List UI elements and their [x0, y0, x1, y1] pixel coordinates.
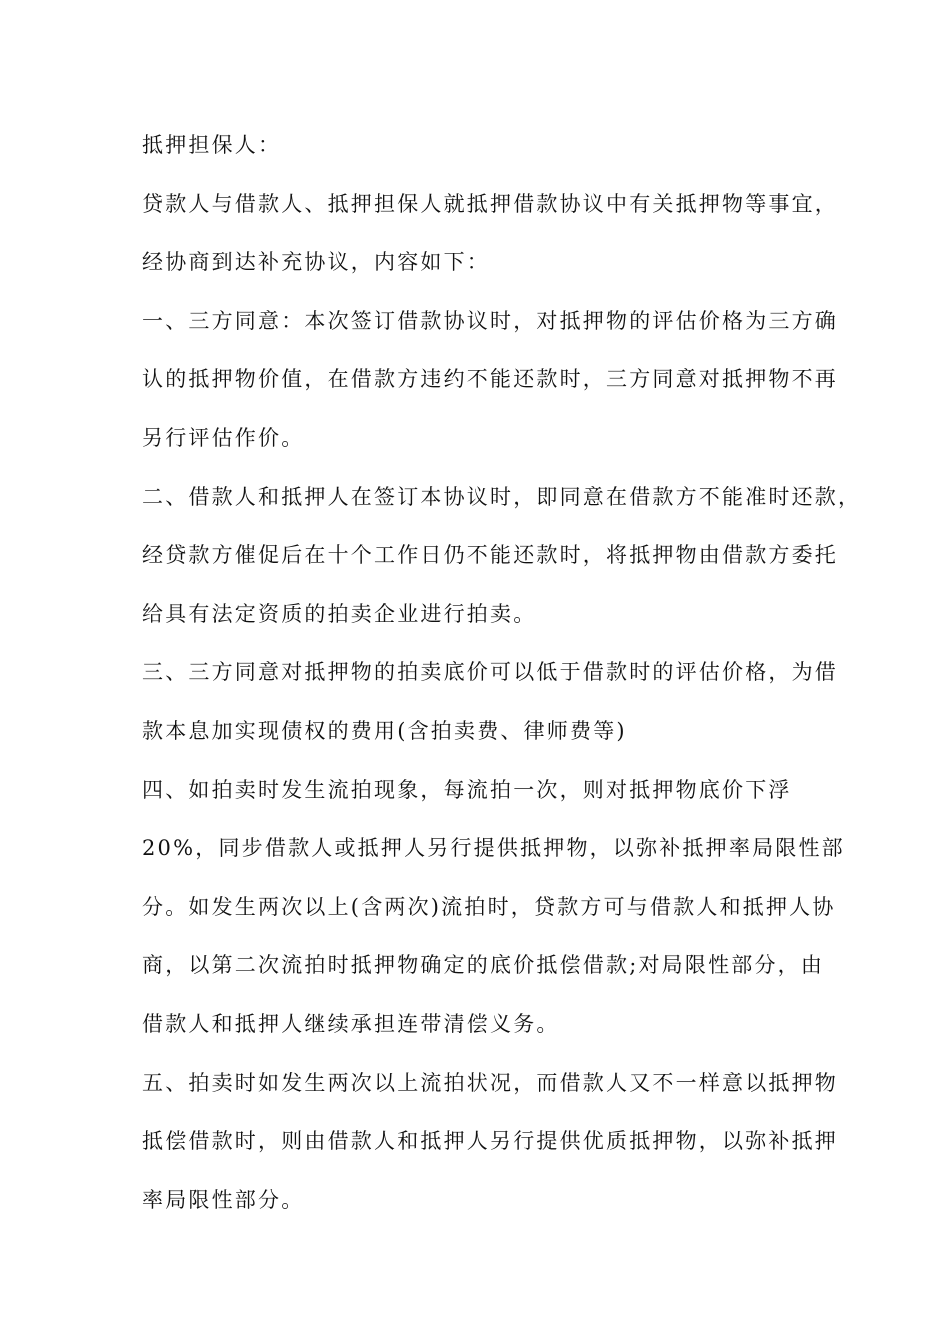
clause-2-line-2: 经贷款方催促后在十个工作日仍不能还款时，将抵押物由借款方委托 — [142, 543, 838, 568]
intro-line-2: 经协商到达补充协议，内容如下： — [142, 250, 490, 275]
clause-2-line-1: 二、借款人和抵押人在签订本协议时，即同意在借款方不能准时还款， — [142, 484, 862, 509]
clause-4-line-2: 20%，同步借款人或抵押人另行提供抵押物，以弥补抵押率局限性部 — [142, 836, 845, 861]
document-body — [142, 116, 862, 1229]
clause-4-line-4: 商，以第二次流拍时抵押物确定的底价抵偿借款;对局限性部分，由 — [142, 953, 825, 978]
clause-4-line-1: 四、如拍卖时发生流拍现象，每流拍一次，则对抵押物底价下浮 — [142, 777, 792, 802]
clause-4-line-3: 分。如发生两次以上(含两次)流拍时，贷款方可与借款人和抵押人协 — [142, 894, 836, 919]
clause-5-line-1: 五、拍卖时如发生两次以上流拍状况，而借款人又不一样意以抵押物 — [142, 1070, 838, 1095]
intro-line-1: 贷款人与借款人、抵押担保人就抵押借款协议中有关抵押物等事宜， — [142, 191, 838, 216]
clause-4-line-5: 借款人和抵押人继续承担连带清偿义务。 — [142, 1011, 560, 1036]
mortgage-guarantor-label: 抵押担保人： — [142, 133, 282, 157]
clause-5-line-2: 抵偿借款时，则由借款人和抵押人另行提供优质抵押物，以弥补抵押 — [142, 1129, 838, 1154]
clause-3-line-2: 款本息加实现债权的费用(含拍卖费、律师费等) — [142, 718, 627, 743]
clause-1-line-2: 认的抵押物价值，在借款方违约不能还款时，三方同意对抵押物不再 — [142, 367, 838, 392]
clause-1-line-3: 另行评估作价。 — [142, 425, 305, 450]
clause-5-line-3: 率局限性部分。 — [142, 1187, 305, 1212]
clause-2-line-3: 给具有法定资质的拍卖企业进行拍卖。 — [142, 601, 537, 626]
clause-3-line-1: 三、三方同意对抵押物的拍卖底价可以低于借款时的评估价格，为借 — [142, 660, 838, 685]
clause-1-line-1: 一、三方同意：本次签订借款协议时，对抵押物的评估价格为三方确 — [142, 308, 838, 333]
